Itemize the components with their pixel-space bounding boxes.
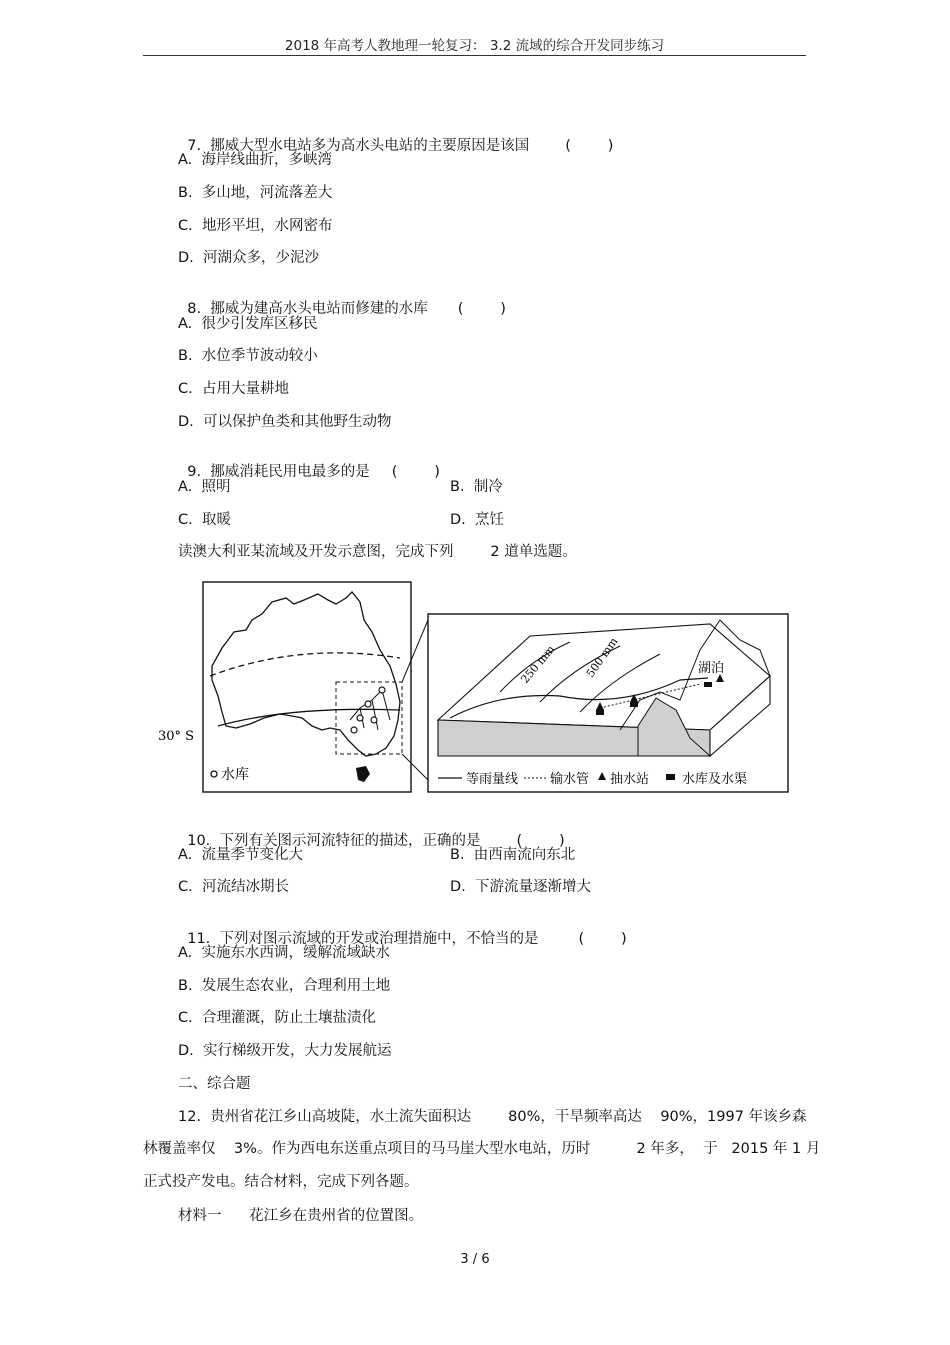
q9-option-a: A. 照明: [178, 479, 231, 495]
q7-option-c: C. 地形平坦，水网密布: [178, 218, 333, 234]
q10-option-a: A. 流量季节变化大: [178, 847, 303, 863]
answer-paren: ( ): [578, 931, 627, 947]
q7-option-a: A. 海岸线曲折，多峡湾: [178, 152, 332, 168]
legend-reservoir: 水库及水渠: [682, 772, 748, 787]
question-7: [178, 119, 613, 155]
legend-reservoir-icon: [666, 774, 675, 780]
q11-option-c: C. 合理灌溉，防止土壤盐渍化: [178, 1010, 376, 1026]
reservoir-marker: [371, 717, 377, 723]
reservoir-marker: [351, 727, 357, 733]
reservoir-legend-label: 水库: [221, 767, 249, 783]
question-12-line1: 12. 贵州省花江乡山高坡陡，水土流失面积达 80%，干旱频率高达 90%，1997 年该乡森: [178, 1109, 807, 1125]
q10-option-d: D. 下游流量逐渐增大: [450, 879, 591, 895]
q7-option-d: D. 河湖众多，少泥沙: [178, 250, 319, 266]
q7-option-b: B. 多山地，河流落差大: [178, 185, 333, 201]
q8-option-d: D. 可以保护鱼类和其他野生动物: [178, 414, 392, 430]
answer-paren: ( ): [565, 138, 614, 154]
reservoir-canal-icon: [596, 710, 604, 715]
q8-option-b: B. 水位季节波动较小: [178, 348, 318, 364]
legend-isohyet: 等雨量线: [466, 772, 519, 787]
map-frame: [203, 582, 411, 792]
legend-pump: 抽水站: [610, 772, 650, 787]
isohyet-250-label: 250 mm: [518, 642, 558, 686]
question-10: [178, 814, 565, 850]
latitude-label: 30° S: [158, 729, 195, 744]
question-12-line2: 林覆盖率仅 3%。作为西电东送重点项目的马马崖大型水电站，历时 2 年多， 于 2015 年 1 月: [143, 1141, 821, 1157]
section-heading: 二、综合题: [178, 1076, 251, 1092]
question-8: [178, 282, 506, 318]
reservoir-marker: [379, 687, 385, 693]
answer-paren: ( ): [457, 301, 506, 317]
question-9-stem: 9. 挪威消耗民用电最多的是: [187, 464, 370, 480]
page-number: 3 / 6: [460, 1252, 490, 1267]
question-10-stem: 10. 下列有关图示河流特征的描述，正确的是: [187, 833, 481, 849]
q11-option-b: B. 发展生态农业，合理利用土地: [178, 978, 391, 994]
isohyet-500-label: 500 mm: [583, 635, 621, 680]
legend-pipe: 输水管: [550, 772, 590, 787]
reservoir-canal-icon: [704, 682, 712, 687]
question-11-stem: 11. 下列对图示流域的开发或治理措施中，不恰当的是: [187, 931, 539, 947]
reservoir-marker: [357, 715, 363, 721]
question-12-line3: 正式投产发电。结合材料，完成下列各题。: [143, 1174, 419, 1190]
q8-option-c: C. 占用大量耕地: [178, 381, 289, 397]
question-8-stem: 8. 挪威为建高水头电站而修建的水库: [187, 301, 428, 317]
page-header: 2018 年高考人教地理一轮复习： 3.2 流域的综合开发同步练习: [284, 38, 665, 54]
answer-paren: ( ): [391, 464, 440, 480]
q9-option-c: C. 取暖: [178, 512, 231, 528]
q9-option-b: B. 制冷: [450, 479, 503, 495]
q9-option-d: D. 烹饪: [450, 512, 504, 528]
australia-basin-figure: [158, 580, 790, 795]
figure-intro: 读澳大利亚某流域及开发示意图，完成下列 2 道单选题。: [178, 544, 577, 560]
header-rule: [143, 55, 806, 56]
material-one: 材料一 花江乡在贵州省的位置图。: [178, 1208, 424, 1224]
q11-option-d: D. 实行梯级开发，大力发展航运: [178, 1043, 392, 1059]
q11-option-a: A. 实施东水西调，缓解流域缺水: [178, 945, 390, 961]
lake-label: 湖泊: [698, 661, 725, 676]
reservoir-legend-icon: [211, 771, 217, 777]
q10-option-c: C. 河流结冰期长: [178, 879, 289, 895]
q10-option-b: B. 由西南流向东北: [450, 847, 576, 863]
q8-option-a: A. 很少引发库区移民: [178, 316, 318, 332]
question-7-stem: 7. 挪威大型水电站多为高水头电站的主要原因是该国: [187, 138, 530, 154]
question-9: [178, 445, 440, 481]
question-11: [178, 912, 627, 948]
reservoir-canal-icon: [630, 702, 638, 707]
reservoir-marker: [365, 701, 371, 707]
answer-paren: ( ): [516, 833, 565, 849]
